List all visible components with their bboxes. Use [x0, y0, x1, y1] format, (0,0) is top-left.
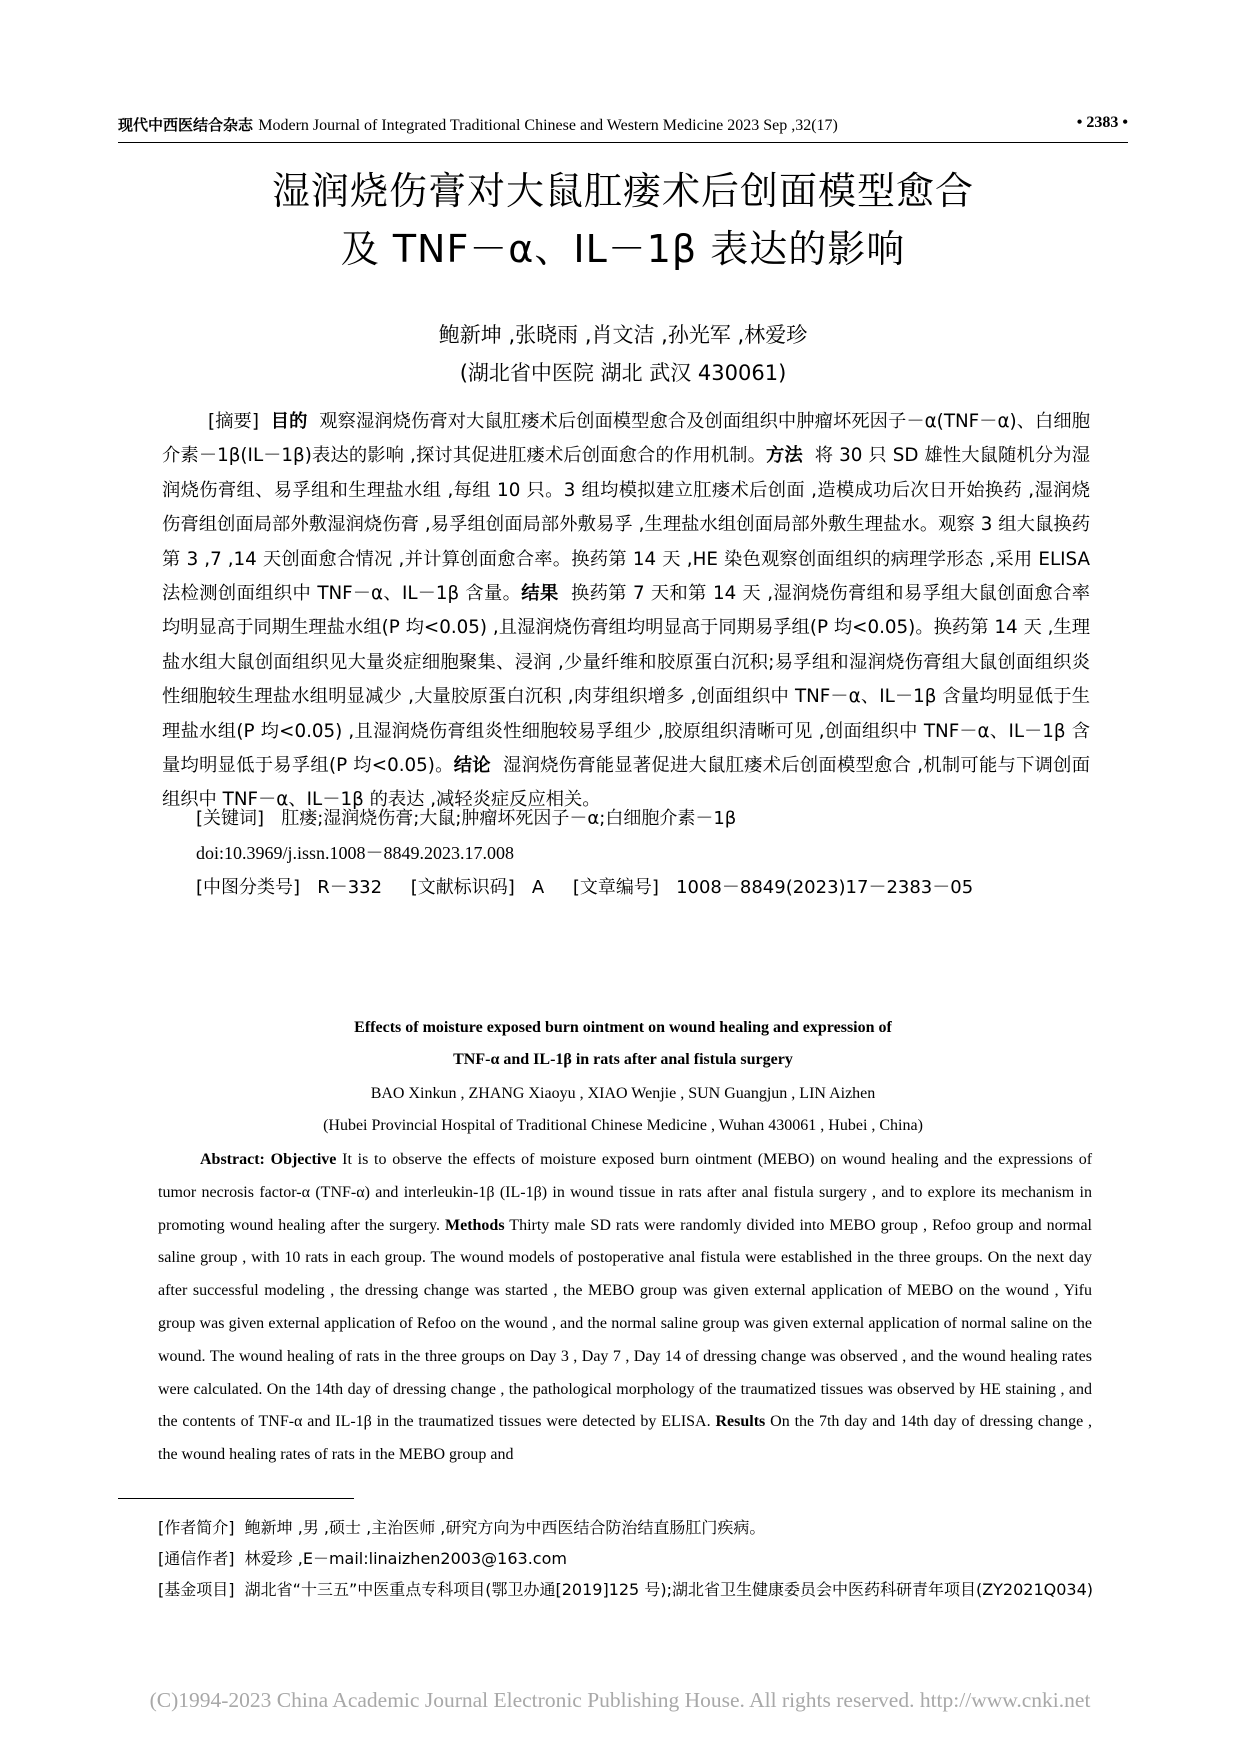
abstract-en-body [158, 1144, 1092, 1472]
journal-name [118, 114, 838, 135]
objective-label-en: Objective [270, 1151, 337, 1168]
footnote-divider [118, 1498, 354, 1499]
keywords-text: 肛瘘;湿润烧伤膏;大鼠;肿瘤坏死因子－α;白细胞介素－1β [281, 808, 737, 829]
conclusion-label-cn: 结论 [453, 755, 491, 777]
english-title-line-2: TNF-α and IL-1β in rats after anal fistula surgery [453, 1051, 793, 1068]
results-text-cn: 换药第 7 天和第 14 天 ,湿润烧伤膏组和易孚组大鼠创面愈合率均明显高于同期生理盐水组(P 均<0.05) ,且湿润烧伤膏组均明显高于同期易孚组(P 均<0.05)。换药第 14 天 ,生理盐水组大鼠创面组织见大量炎症细胞聚集、浸润 ,少量纤维和胶原蛋白沉积;易孚组和湿润烧伤膏组大鼠创面组织炎性细胞较生理盐水组明显减少 ,大量胶原蛋白沉积 ,肉芽组织增多 ,创面组织中 TNF－α、IL－1β 含量均明显低于生理盐水组(P 均<0.05) ,且湿润烧伤膏组炎性细胞较易孚组少 ,胶原组织清晰可见 ,创面组织中 TNF－α、IL－1β 含量均明显低于易孚组(P 均<0.05)。 [162, 583, 1091, 777]
english-author-block [118, 1078, 1128, 1142]
english-title-line-1: Effects of moisture exposed burn ointment on wound healing and expression of [354, 1019, 892, 1036]
methods-text-en: Thirty male SD rats were randomly divided into MEBO group , Refoo group and normal saline group , with 10 rats in each group. The wound models of postoperative anal fistula were established in the three groups. On the next day after successful modeling , the dressing change was started , the MEBO group was given external application of MEBO on the wound , Yifu group was given external application of Refoo on the wound , and the normal saline group was given external application of normal saline on the wound. The wound healing of rats in the three groups on Day 3 , Day 7 , Day 14 of dressing change was observed , and the wound healing rates were calculated. On the 14th day of dressing change , the pathological morphology of the traumatized tissues was observed by HE staining , and the contents of TNF-α and IL-1β in the traumatized tissues were detected by ELISA. [158, 1216, 1092, 1431]
abstract-cn [162, 405, 1090, 818]
footnotes [158, 1512, 1096, 1605]
objective-text-cn: 观察湿润烧伤膏对大鼠肛瘘术后创面模型愈合及创面组织中肿瘤坏死因子－α(TNF－α)、白细胞介素－1β(IL－1β)表达的影响 ,探讨其促进肛瘘术后创面愈合的作用机制。 [162, 411, 1091, 467]
methods-label-en: Methods [444, 1216, 505, 1234]
page-number: • 2383 • [1076, 114, 1128, 131]
objective-label-cn: 目的 [270, 411, 308, 432]
footnote-author-label: [作者简介] [158, 1518, 235, 1537]
article-title [118, 162, 1128, 278]
clc-value: R－332 [317, 877, 383, 898]
author-affiliation: (湖北省中医院 湖北 武汉 430061) [459, 361, 787, 385]
objective-text-en: It is to observe the effects of moisture exposed burn ointment (MEBO) on wound healing and the expressions of tumor necrosis factor-α (TNF-α) and interleukin-1β (IL-1β) in wound tissue in rats after anal fistula surgery , and to explore its mechanism in promoting wound healing after the surgery. [158, 1151, 1093, 1234]
article-title-line-1: 湿润烧伤膏对大鼠肛瘘术后创面模型愈合 [271, 169, 974, 213]
footnote-fund-text: 湖北省“十三五”中医重点专科项目(鄂卫办通[2019]125 号);湖北省卫生健康委员会中医药科研青年项目(ZY2021Q034) [244, 1580, 1094, 1599]
classification-line [196, 873, 1096, 899]
author-names: 鲍新坤 ,张晓雨 ,肖文洁 ,孙光军 ,林爱珍 [438, 323, 808, 347]
abstract-en [158, 1144, 1092, 1472]
english-author-names: BAO Xinkun , ZHANG Xiaoyu , XIAO Wenjie , SUN Guangjun , LIN Aizhen [370, 1085, 876, 1102]
clc-label: [中图分类号] [196, 877, 301, 898]
header-divider [118, 142, 1128, 143]
footnote-corresponding [158, 1543, 1096, 1574]
keywords-line [196, 804, 1096, 830]
abstract-en-label: Abstract: [200, 1151, 265, 1168]
abstract-cn-label: [摘要] [208, 411, 260, 432]
article-title-line-2: 及 TNF－α、IL－1β 表达的影响 [340, 227, 906, 271]
journal-name-en: Modern Journal of Integrated Traditional Chinese and Western Medicine 2023 Sep ,32(17) [258, 117, 838, 134]
abstract-cn-body [162, 405, 1090, 818]
conclusion-text-cn: 湿润烧伤膏能显著促进大鼠肛瘘术后创面模型愈合 ,机制可能与下调创面组织中 TNF－α、IL－1β 的表达 ,减轻炎症反应相关。 [162, 755, 1091, 811]
results-label-cn: 结果 [521, 583, 559, 605]
english-title [118, 1012, 1128, 1076]
results-label-en: Results [715, 1413, 766, 1431]
footnote-author [158, 1512, 1096, 1543]
article-no-value: 1008－8849(2023)17－2383－05 [676, 877, 974, 898]
author-block [118, 316, 1128, 392]
footnote-fund [158, 1574, 1096, 1605]
doi-line: doi:10.3969/j.issn.1008－8849.2023.17.008 [196, 843, 515, 863]
footnote-author-text: 鲍新坤 ,男 ,硕士 ,主治医师 ,研究方向为中西医结合防治结直肠肛门疾病。 [244, 1518, 766, 1537]
results-text-en: On the 7th day and 14th day of dressing change , the wound healing rates of rats in the MEBO group and [158, 1413, 1093, 1464]
footnote-fund-label: [基金项目] [158, 1580, 235, 1599]
doc-code-value: A [531, 877, 545, 898]
doc-code-label: [文献标识码] [410, 877, 515, 898]
journal-name-cn: 现代中西医结合杂志 [118, 116, 254, 134]
keywords-label: [关键词] [196, 808, 265, 829]
english-author-affiliation: (Hubei Provincial Hospital of Traditional Chinese Medicine , Wuhan 430061 , Hubei , China) [323, 1117, 923, 1134]
article-no-label: [文章编号] [572, 877, 659, 898]
methods-label-cn: 方法 [766, 445, 803, 467]
footnote-corresponding-text: 林爱珍 ,E－mail:linaizhen2003@163.com [244, 1549, 567, 1568]
footnote-corresponding-label: [通信作者] [158, 1549, 235, 1568]
copyright-notice: (C)1994-2023 China Academic Journal Electronic Publishing House. All rights reserved. http://www.cnki.net [149, 1688, 1091, 1712]
methods-text-cn: 将 30 只 SD 雄性大鼠随机分为湿润烧伤膏组、易孚组和生理盐水组 ,每组 10 只。3 组均模拟建立肛瘘术后创面 ,造模成功后次日开始换药 ,湿润烧伤膏组创面局部外敷湿润烧伤膏 ,易孚组创面局部外敷易孚 ,生理盐水组创面局部外敷生理盐水。观察 3 组大鼠换药第 3 ,7 ,14 天创面愈合情况 ,并计算创面愈合率。换药第 14 天 ,HE 染色观察创面组织的病理学形态 ,采用 ELISA 法检测创面组织中 TNF－α、IL－1β 含量。 [162, 445, 1091, 605]
running-header [118, 108, 1128, 138]
